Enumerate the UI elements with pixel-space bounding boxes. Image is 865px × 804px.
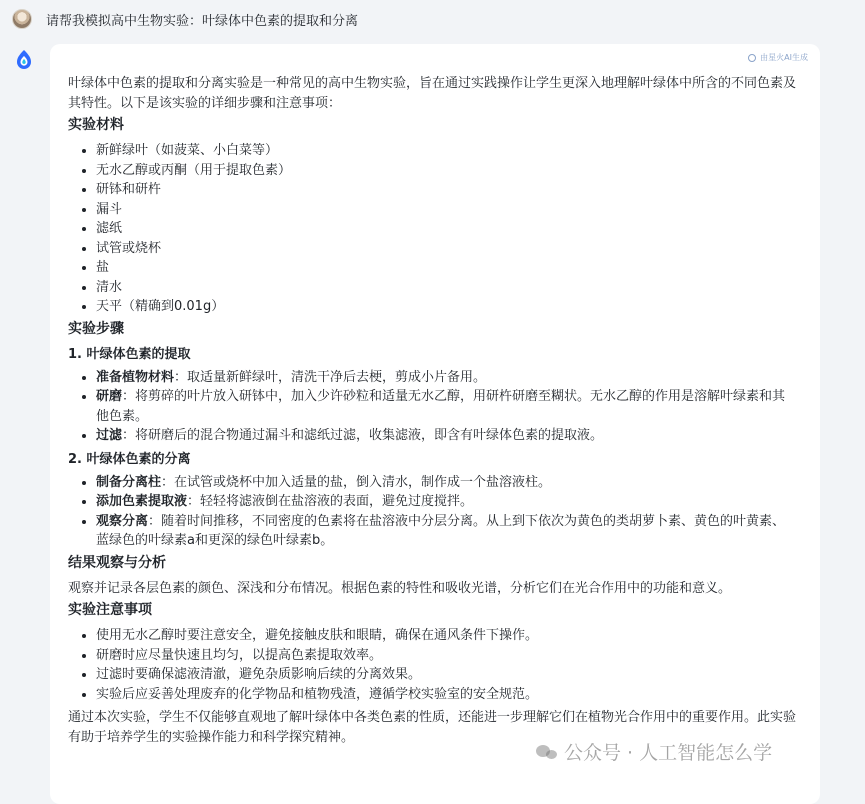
list-item: • 新鲜绿叶（如菠菜、小白菜等）	[96, 141, 798, 161]
materials-list	[68, 141, 798, 317]
list-item	[96, 512, 798, 551]
extraction-list	[68, 368, 798, 446]
list-item: • 滤纸	[96, 219, 798, 239]
list-item: • 试管或烧杯	[96, 239, 798, 259]
item-text: ：将剪碎的叶片放入研钵中，加入少许砂粒和适量无水乙醇，用研杵研磨至糊状。无水乙醇的作用是溶解叶绿素和其他色素。	[96, 389, 786, 424]
results-heading: 结果观察与分析	[68, 554, 166, 571]
item-text: ：在试管或烧杯中加入适量的盐，倒入清水，制作成一个盐溶液柱。	[161, 474, 552, 490]
list-item: • 研磨时应尽量快速且均匀，以提高色素提取效率。	[96, 646, 798, 666]
item-text: ：将研磨后的混合物通过漏斗和滤纸过滤，收集滤液，即含有叶绿体色素的提取液。	[122, 428, 604, 443]
list-item	[96, 426, 798, 446]
conclusion-paragraph: 通过本次实验，学生不仅能够直观地了解叶绿体中各类色素的性质，还能进一步理解它们在植物光合作用中的重要作用。此实验有助于培养学生的实验操作能力和科学探究精神。	[68, 710, 797, 745]
list-item	[96, 368, 798, 388]
item-label: 研磨	[96, 389, 123, 404]
separation-list	[68, 473, 798, 551]
user-avatar	[12, 9, 32, 29]
extraction-subheading: 1. 叶绿体色素的提取	[68, 346, 191, 362]
item-text: ：取适量新鲜绿叶，清洗干净后去梗，剪成小片备用。	[174, 369, 487, 385]
user-message-text: 请帮我模拟高中生物实验：叶绿体中色素的提取和分离	[46, 13, 359, 29]
spark-logo-icon	[12, 48, 36, 72]
item-text: ：随着时间推移，不同密度的色素将在盐溶液中分层分离。从上到下依次为黄色的类胡萝卜素、黄色的叶黄素、蓝绿色的叶绿素a和更深的绿色叶绿素b。	[96, 513, 786, 548]
watermark-text: 公众号 · 人工智能怎么学	[564, 742, 773, 764]
list-item: • 盐	[96, 258, 798, 278]
notes-list	[68, 626, 798, 704]
ai-badge-label: 由星火AI生成	[760, 53, 808, 62]
list-item	[96, 473, 798, 493]
ai-sparkle-icon	[748, 54, 756, 62]
item-label: 制备分离柱	[96, 474, 162, 490]
item-label: 过滤	[96, 428, 123, 443]
list-item: • 过滤时要确保滤液清澈，避免杂质影响后续的分离效果。	[96, 665, 798, 685]
reply-content	[68, 74, 798, 747]
list-item: • 天平（精确到0.01g）	[96, 297, 798, 317]
list-item: • 实验后应妥善处理废弃的化学物品和植物残渣，遵循学校实验室的安全规范。	[96, 685, 798, 705]
bot-reply-card	[50, 44, 820, 804]
user-message-row	[12, 6, 358, 32]
separation-subheading: 2. 叶绿体色素的分离	[68, 451, 191, 467]
ai-generated-badge	[748, 52, 808, 63]
materials-heading: 实验材料	[68, 117, 124, 133]
steps-heading: 实验步骤	[68, 320, 124, 337]
intro-paragraph: 叶绿体中色素的提取和分离实验是一种常见的高中生物实验，旨在通过实践操作让学生更深入地理解叶绿体中所含的不同色素及其特性。以下是该实验的详细步骤和注意事项：	[68, 76, 797, 111]
list-item	[96, 492, 798, 512]
list-item: • 漏斗	[96, 200, 798, 220]
item-label: 观察分离	[96, 513, 149, 529]
list-item: • 无水乙醇或丙酮（用于提取色素）	[96, 161, 798, 181]
results-paragraph: 观察并记录各层色素的颜色、深浅和分布情况。根据色素的特性和吸收光谱，分析它们在光合作用中的功能和意义。	[68, 580, 732, 596]
item-label: 准备植物材料	[96, 369, 175, 385]
watermark	[536, 738, 772, 765]
list-item: • 清水	[96, 278, 798, 298]
list-item: • 研钵和研杵	[96, 180, 798, 200]
list-item: • 使用无水乙醇时要注意安全，避免接触皮肤和眼睛，确保在通风条件下操作。	[96, 626, 798, 646]
item-text: ：轻轻将滤液倒在盐溶液的表面，避免过度搅拌。	[187, 494, 474, 509]
notes-heading: 实验注意事项	[68, 602, 152, 618]
wechat-icon	[536, 743, 558, 761]
list-item	[96, 387, 798, 426]
item-label: 添加色素提取液	[96, 494, 188, 509]
